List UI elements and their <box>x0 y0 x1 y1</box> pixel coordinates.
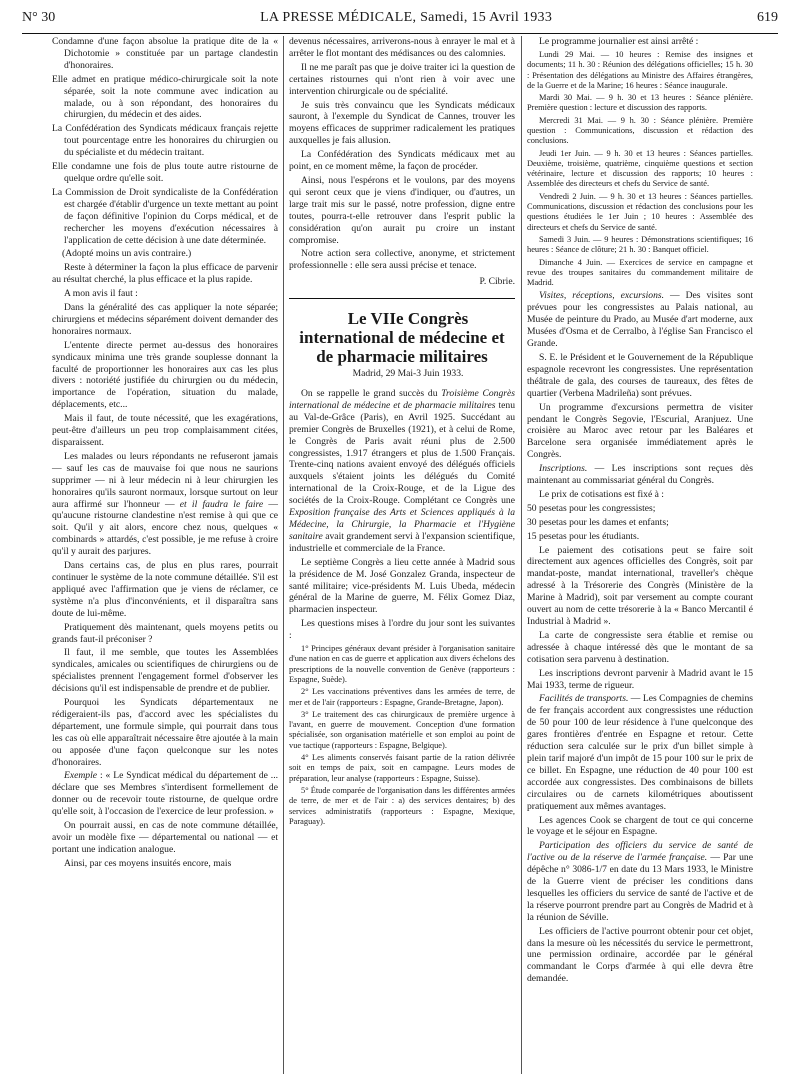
paragraph <box>527 840 753 923</box>
paragraph: Elle condamne une fois de plus toute autre ristourne de quelque ordre qu'elle soit. <box>52 161 278 184</box>
paragraph: La Confédération des Syndicats médicaux français rejette tout pourcentage entre les honoraires du chirurgien ou du spécialiste et du médecin traitant. <box>52 123 278 159</box>
text-run: tenu au Val-de-Grâce (Paris), en Avril 1925. Succédant au premier Congrès de Bruxelles (1921), et à celui de Rome, le Congrès de Paris avait réuni plus de 2.500 congressistes, 1.917 étrangers et plus de 1.500 Français. Trente-cinq nations avaient envoyé des délégués officiels auxquels s'étaient joints les délégués du Comité international de la Croix-Rouge, et de la Ligue des sociétés de la Croix-Rouge. Complétant ce Congrès une <box>289 399 516 507</box>
paragraph <box>52 451 278 558</box>
paragraph: L'entente directe permet au-dessus des honoraires syndicaux minima une très grande souplesse donnant la faculté de proportionner les honoraires aux cas les plus divers : notoriété justifiée du chirurgien ou du médecin, importance de l'opération, situation du malade, déplacements, etc... <box>52 339 278 411</box>
text-run: — qu'aucune ristourne clandestine n'est remise à qui que ce soit. Qu'il y ait alors, encore chez nous, quelques « combinards » attardés, c'est possible, je me refuse à croire qu'il y aurait des parjures. <box>52 498 278 558</box>
agenda-item: 5° Étude comparée de l'organisation dans les différentes armées de terre, de mer et de l'air : a) des services dentaires; b) des services administratifs (rapporteurs : Espagne, Mexique, Paraguay). <box>289 785 515 826</box>
paragraph: Les inscriptions devront parvenir à Madrid avant le 15 Mai 1933, terme de rigueur. <box>527 667 753 691</box>
paragraph: A mon avis il faut : <box>64 288 138 300</box>
paragraph: Le programme journalier est ainsi arrêté : <box>539 36 699 47</box>
text-run: — Les Compagnies de chemins de fer français accordent aux congressistes une réduction de 50 pour 100 de leur résidence à l'une quelconque des gares frontières d'entrée en Espagne et retour. Cette réduction sera calculée sur le prix d'un billet simple à plein tarif majoré d'un impôt de 15 pour 100 sur le prix de ce billet. En Espagne, une réduction de 40 pour 100 est accordée aux congressistes. Des combinaisons de billets circulaires ou de carnets kilométriques aboutissent pratiquement aux mêmes avantages. <box>527 693 753 812</box>
paragraph: devenus nécessaires, arriverons-nous à enrayer le mal et à arrêter le flot montant des médisances ou des calomnies. <box>289 36 515 59</box>
emphasis: et il faudra le faire <box>179 498 264 510</box>
schedule-day: Jeudi 1er Juin. — 9 h. 30 et 13 heures : Séances partielles. Deuxième, troisième, quatrième, cinquième questions et section vétérinaire, lecture et discussion des rapports; 10 heures : Assemblée des directeurs et chefs du Service de santé. <box>527 148 753 189</box>
paragraph <box>52 770 278 818</box>
paragraph: Le septième Congrès a lieu cette année à Madrid sous la présidence de M. José Gonzalez Granda, inspecteur de santé militaire; vice-présidents M. Luis Ubeda, médecin général de la Marine de guerre, M. Félix Gomez Diaz, pharmacien inspecteur. <box>289 556 515 616</box>
fee-line: 50 pesetas pour les congressistes; <box>527 502 656 514</box>
paragraph: Ainsi, par ces moyens insuités encore, mais <box>64 857 232 869</box>
page-number: 619 <box>756 10 778 25</box>
paragraph: Le paiement des cotisations peut se faire soit directement aux agences officielles des Congrès, soit par mandat-poste, mandat international, traveller's chèque adressé à la Trésorerie des Congrès (Ministère de la Marine à Madrid), soit par versement au compte courant ouvert au nom de cette trésorerie à la « Banco Mercantil é Industrial à Madrid ». <box>527 544 753 627</box>
schedule-day: Vendredi 2 Juin. — 9 h. 30 et 13 heures : Séances partielles. Communications, discussion et rédaction des conclusions pour les questions étudiées le 1er Juin ; 10 heures : Assemblée des directeurs et chefs du Service de santé. <box>527 191 753 232</box>
agenda-item: 4° Les aliments conservés faisant partie de la ration délivrée soit en temps de paix, soit en campagne. Leurs modes de préparation, leur analyse (rapporteurs : Espagne, Suisse). <box>289 753 515 783</box>
paragraph: Ainsi, nous l'espérons et le voulons, par des moyens qui seront ceux que je viens d'indiquer, ou d'autres, un large trait mis sur le passé, notre profession, digne entre toutes, pourra-t-elle retrouver dans l'esprit public la considération qu'on aurait pu croire un instant compromise. <box>289 174 515 246</box>
agenda-item: 1° Principes généraux devant présider à l'organisation sanitaire d'une nation en cas de guerre et application aux divers échelons des prescriptions de la nouvelle convention de Genève (rapporteurs : Espagne, Suède). <box>289 644 515 684</box>
text-run: — Par une dépêche n° 3086-1/7 en date du 13 Mars 1933, le Ministre de la Guerre vient de préciser les conditions dans lesquelles les officiers du service de santé de l'active et de la réserve pourront prendre part au Congrès de Madrid et à la réunion de Séville. <box>527 852 753 923</box>
column-divider <box>283 36 284 1074</box>
fee-line: 30 pesetas pour les dames et enfants; <box>527 516 669 528</box>
paragraph: La carte de congressiste sera établie et remise ou adressée à chaque intéressé dès que le montant de sa cotisation sera parvenu à destination. <box>527 629 753 665</box>
agenda-item: 2° Les vaccinations préventives dans les armées de terre, de mer et de l'air (rapporteurs : Espagne, Grande-Bretagne, Japon). <box>289 687 515 707</box>
emphasis: Exemple <box>64 770 98 782</box>
paragraph <box>527 463 753 487</box>
paragraph: (Adopté moins un avis contraire.) <box>62 248 192 260</box>
paragraph: Pourquoi les Syndicats départementaux ne rédigeraient-ils pas, d'accord avec les spécialistes du département, une formule simple, qui pourrait dans tous les cas où elle apparaîtrait nécessaire être ajoutée à la main ou apposée d'une façon quelconque sur les notes d'honoraires. <box>52 697 278 768</box>
column-2 <box>289 36 515 829</box>
paragraph <box>527 693 753 812</box>
text-run: — Les inscriptions sont reçues dès maintenant au commissariat général du Congrès. <box>527 463 753 487</box>
emphasis: Troisième Congrès international de médecine et de pharmacie militaires <box>289 388 515 411</box>
paragraph: Il ne me paraît pas que je doive traiter ici la question de certaines ristournes qui n'ont rien à voir avec une intervention chirurgicale ou de spécialité. <box>289 61 515 97</box>
paragraph: Un programme d'excursions permettra de visiter pendant le Congrès Segovie, l'Escurial, Aranjuez. Une croisière au Maroc avec retour par les Baléares et Barcelone sera organisée immédiatement après le Congrès. <box>527 401 753 461</box>
text-run: On se rappelle le grand succès du <box>301 388 442 400</box>
column-1 <box>52 36 278 872</box>
paragraph: On pourrait aussi, en cas de note commune détaillée, avoir un modèle fixe — départemental ou national — et portant une indication analogue. <box>52 820 278 855</box>
journal-title: LA PRESSE MÉDICALE, Samedi, 15 Avril 1933 <box>260 10 553 25</box>
text-run: avait grandement servi à l'expansion scientifique, industrielle et commerciale de la France. <box>289 530 515 554</box>
paragraph: Les questions mises à l'ordre du jour sont les suivantes : <box>289 618 515 642</box>
paragraph: S. E. le Président et le Gouvernement de la République espagnole recevront les congressistes. Une représentation théâtrale de gala, des courses de taureaux, des fêtes de quartier (Verbena Madrileña) sont prévues. <box>527 351 753 399</box>
paragraph: Je suis très convaincu que les Syndicats médicaux sauront, à l'exemple du Syndicat de Cannes, trouver les moyens efficaces de supprimer radicalement les pratiques auxquelles je fais allusion. <box>289 99 515 147</box>
section-lead: Visites, réceptions, excursions. <box>539 290 665 302</box>
fee-line: 15 pesetas pour les étudiants. <box>527 530 640 542</box>
paragraph: La Confédération des Syndicats médicaux met au point, en ce moment même, la façon de procéder. <box>289 149 515 173</box>
article-dateline: Madrid, 29 Mai-3 Juin 1933. <box>352 368 464 380</box>
header-rule <box>22 33 778 34</box>
article-heading <box>289 298 515 380</box>
paragraph: Il faut, il me semble, que toutes les Assemblées syndicales, amicales ou scientifiques de chirurgiens ou de spécialistes prennent l'engagement formel d'observer les décisions qu'il est indispensable de prendre et de publier. <box>52 647 278 695</box>
paragraph: Dans la généralité des cas appliquer la note séparée; chirurgiens et médecins séparément doivent demander des honoraires normaux. <box>52 302 278 337</box>
issue-number: N° 30 <box>22 10 56 25</box>
agenda-item: 3° Le traitement des cas chirurgicaux de première urgence à l'avant, en guerre de mouvement. Conception d'une formation spécialisée, son organisation matérielle et son emploi au point de vue tactique (rapporteurs : Espagne, Belgique). <box>289 709 515 750</box>
paragraph <box>289 388 515 555</box>
text-run: : « Le Syndicat médical du département de ... déclare que ses Membres s'interdisent formellement de donner ou de recevoir toute ristourne, de quelque ordre qu'elle soit, à l'occasion de l'exercice de leur profession. » <box>52 770 278 818</box>
paragraph: Pratiquement dès maintenant, quels moyens petits ou grands faut-il préconiser ? <box>52 621 278 645</box>
schedule-day: Dimanche 4 Juin. — Exercices de service en campagne et revue des troupes sanitaires du commandement militaire de Madrid. <box>527 257 753 288</box>
paragraph <box>527 290 753 350</box>
running-header <box>22 4 778 32</box>
text-run: Les malades ou leurs répondants ne refuseront jamais — sauf les cas de mauvaise foi que nous ne saurions supprimer — ni à leur médecin ni à leur chirurgien les honoraires qu'ils sauront normaux, lorsque surtout on leur aura affirmé sur l'honneur — <box>52 450 278 510</box>
section-lead: Facilités de transports. <box>539 693 629 705</box>
paragraph: Les officiers de l'active pourront obtenir pour cet objet, dans la mesure où les nécessités du service le permettront, une permission ordinaire, accordée par le général commandant le Corps d'armée à qui elle devra être demandée. <box>527 925 753 985</box>
paragraph: Dans certains cas, de plus en plus rares, pourrait continuer le système de la note commune détaillée. S'il est appliqué avec l'affirmation que je viens de réclamer, ce système n'a plus d'inconvénients, et il disparaîtra sans doute de lui-même. <box>52 560 278 619</box>
article-title: Le VIIe Congrès international de médecine et de pharmacie militaires <box>299 309 505 367</box>
paragraph: Elle admet en pratique médico-chirurgicale soit la note séparée, soit la note commune avec indication au malade, ou à son répondant, des honoraires du chirurgien, du médecin et des aides. <box>52 73 278 121</box>
paragraph: Les agences Cook se chargent de tout ce qui concerne le voyage et le séjour en Espagne. <box>527 814 753 838</box>
paragraph: Reste à déterminer la façon la plus efficace de parvenir au résultat cherché, la plus efficace et la plus rapide. <box>52 262 278 286</box>
schedule-day: Lundi 29 Mai. — 10 heures : Remise des insignes et documents; 11 h. 30 : Réunion des délégations officielles; 15 h. 30 : Présentation des délégations au Ministre des Affaires étrangères, de la Guerre et de la Marine; 16 heures : Séance inaugurale. <box>527 49 753 90</box>
paragraph: Notre action sera collective, anonyme, et strictement professionnelle : elle sera aussi précise et tenace. <box>289 248 515 272</box>
column-3 <box>527 36 753 987</box>
section-lead: Inscriptions. <box>539 463 588 475</box>
paragraph: Mais il faut, de toute nécessité, que les exagérations, peut-être d'ailleurs un peu trop complaisamment citées, disparaissent. <box>52 413 278 448</box>
emphasis: Exposition française des Arts et Sciences appliqués à la Médecine, la Chirurgie, la Pharmacie et l'Hygiène sanitaire <box>289 507 515 542</box>
section-lead: Participation des officiers du service de santé de l'active ou de la réserve de l'armée française. <box>527 840 753 864</box>
schedule-day: Mercredi 31 Mai. — 9 h. 30 : Séance plénière. Première question : Communications, discussion et rédaction des conclusions. <box>527 115 753 146</box>
schedule-day: Samedi 3 Juin. — 9 heures : Démonstrations scientifiques; 16 heures : Séance de clôture; 21 h. 30 : Banquet officiel. <box>527 234 753 255</box>
column-divider <box>521 36 522 1074</box>
schedule-day: Mardi 30 Mai. — 9 h. 30 et 13 heures : Séance plénière. Première question : lecture et discussion des rapports. <box>527 93 753 113</box>
paragraph: La Commission de Droit syndicaliste de la Confédération est chargée d'établir d'urgence un texte mettant au point de façon définitive l'opinion du Corps médical, et de rechercher les moyens d'exécution nécessaires à l'application de cette décision à une date déterminée. <box>52 186 278 246</box>
author-signature: P. Cibrie. <box>479 276 515 288</box>
paragraph: Le prix de cotisations est fixé à : <box>539 488 664 500</box>
paragraph: Condamne d'une façon absolue la pratique dite de la « Dichotomie » constituée par un partage clandestin d'honoraires. <box>52 36 278 71</box>
text-run: — Des visites sont prévues pour les congressistes au Palais national, au Musée de peinture du Prado, au Musée d'art moderne, aux Musées d'Osma et de Cerralbo, à l'église San Francisco el Grande. <box>527 290 753 350</box>
